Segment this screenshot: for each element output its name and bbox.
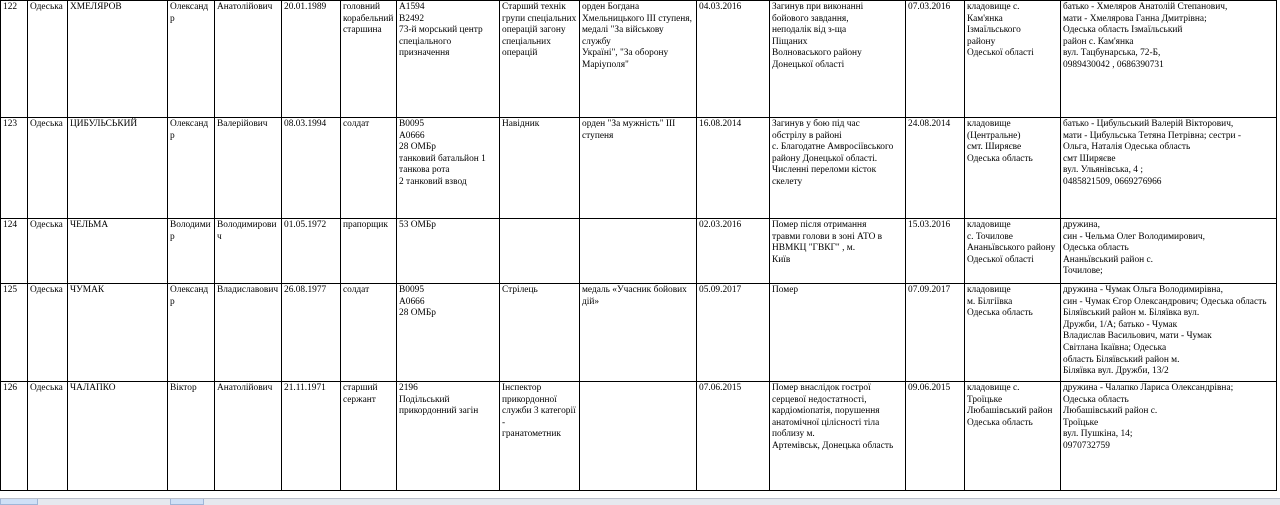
cell-line: Точилове; [1063, 266, 1103, 277]
death-date-cell[interactable] [697, 118, 770, 219]
cell-text: Олександр [170, 2, 209, 24]
cell-line: область Біляївський район м. [1063, 354, 1180, 365]
cell-text: 02.03.2016 [699, 220, 742, 230]
cell-line: Численні переломи кісток [772, 165, 877, 176]
position-cell[interactable] [500, 118, 580, 219]
relatives-cell[interactable] [1061, 382, 1277, 491]
burial-date-cell[interactable] [906, 382, 965, 491]
cell-line: анатомічної цілісності тіла [772, 417, 880, 428]
cell-line: 0989430042 , 0686390731 [1063, 59, 1164, 70]
cell-line: мати - Цибульська Тетяна Петрівна; сестри - [1063, 130, 1242, 141]
cell-text: 07.03.2016 [908, 2, 951, 12]
table-row [1, 382, 1277, 491]
cell-text: 21.11.1971 [284, 383, 326, 393]
position-cell[interactable] [500, 1, 580, 118]
row-number-cell[interactable] [1, 1, 28, 118]
region-cell[interactable] [28, 118, 68, 219]
sheet-tab[interactable] [170, 499, 204, 505]
cell-line: дій» [582, 296, 600, 307]
cell-text: Олександр [170, 285, 209, 307]
cell-text: 15.03.2016 [908, 220, 951, 230]
cell-line: син - Чумак Єгор Олександрович; Одеська область [1063, 296, 1267, 307]
relatives-cell[interactable] [1061, 219, 1277, 284]
cell-line: м. Білгіївка [967, 296, 1013, 307]
cell-text: Анатолійович [217, 2, 273, 12]
cell-line: старший [343, 383, 378, 393]
position-cell[interactable] [500, 382, 580, 491]
death-date-cell[interactable] [697, 382, 770, 491]
circumstances-cell[interactable] [770, 118, 906, 219]
cell-line: танковий батальйон 1 [399, 153, 486, 164]
military-unit-cell[interactable] [397, 219, 500, 284]
cell-line: Київ [772, 254, 791, 265]
cell-line: прикордонної [502, 394, 557, 405]
cell-line: Хмельницького ІІІ ступеня, [582, 13, 692, 24]
cell-line: Загинув у бою під час [772, 119, 860, 129]
award-cell[interactable] [580, 382, 697, 491]
cell-line: с. Благодатне Амвросіївського [772, 142, 894, 153]
circumstances-cell[interactable] [770, 382, 906, 491]
cell-text: 26.08.1977 [284, 285, 327, 295]
death-date-cell[interactable] [697, 1, 770, 118]
cell-line: бойового завдання, [772, 13, 849, 24]
patronymic-cell[interactable] [215, 219, 282, 284]
rank-cell[interactable] [341, 1, 397, 118]
cell-text: 16.08.2014 [699, 119, 742, 129]
patronymic-cell[interactable] [215, 284, 282, 382]
cell-line: смт Ширяєве [1063, 153, 1116, 164]
cell-line: медаль «Учасник бойових [582, 285, 687, 295]
relatives-cell[interactable] [1061, 284, 1277, 382]
circumstances-cell[interactable] [770, 1, 906, 118]
table-row [1, 118, 1277, 219]
cell-text: ЦИБУЛЬСЬКИЙ [70, 119, 138, 129]
cell-line: Владислав Васильович, мати - Чумак [1063, 331, 1212, 342]
cell-line: серцевої недостатності, [772, 394, 867, 405]
cell-line: В0095 [399, 285, 425, 295]
cell-line: орден Богдана [582, 2, 640, 12]
cell-text: 125 [3, 285, 18, 295]
cell-line: с. Точилове [967, 231, 1013, 242]
rank-cell[interactable] [341, 382, 397, 491]
cell-line: 28 ОМБр [399, 308, 436, 319]
cell-line: головний [343, 2, 381, 12]
cell-line: 0485821509, 0669276966 [1063, 176, 1162, 187]
position-cell[interactable] [500, 219, 580, 284]
cell-line: батько - Цибульський Валерій Вікторович, [1063, 119, 1234, 129]
surname-cell[interactable] [68, 1, 168, 118]
cell-line: Одеської області [967, 48, 1034, 59]
cell-line: Піщаних [772, 36, 808, 47]
region-cell[interactable] [28, 1, 68, 118]
birth-date-cell[interactable] [282, 118, 341, 219]
cell-line: В0095 [399, 119, 425, 129]
region-cell[interactable] [28, 219, 68, 284]
cell-line: Ананьївського району [967, 243, 1056, 254]
cell-line: кладовище [967, 220, 1011, 230]
surname-cell[interactable] [68, 219, 168, 284]
cell-line: Донецької області [772, 59, 845, 70]
cell-text: Одеська [30, 383, 63, 393]
birth-date-cell[interactable] [282, 1, 341, 118]
cell-line: Одеська область [967, 417, 1033, 428]
cell-line: Ольга, Наталія Одеська область [1063, 142, 1191, 153]
cell-text: ХМЕЛЯРОВ [70, 2, 122, 12]
cell-line: Одеська область [1063, 394, 1129, 405]
military-unit-cell[interactable] [397, 118, 500, 219]
cell-line: дружина - Чумак Ольга Володимирівна, [1063, 285, 1223, 295]
table-row [1, 219, 1277, 284]
cell-line: Стрілець [502, 285, 538, 295]
cell-text: 09.06.2015 [908, 383, 951, 393]
cell-line: Біляївський район м. Біляївка вул. [1063, 308, 1200, 319]
cell-line: сержант [343, 394, 376, 405]
cell-line: кладовище с. [967, 383, 1020, 393]
cell-text: 20.01.1989 [284, 2, 327, 12]
cell-text: ЧАЛАПКО [70, 383, 116, 393]
relatives-cell[interactable] [1061, 118, 1277, 219]
cell-line: вул. Ульянівська, 4 ; [1063, 165, 1143, 176]
cell-line: Старший технік [502, 2, 566, 12]
region-cell[interactable] [28, 284, 68, 382]
cell-line: спеціального [399, 36, 452, 47]
cell-text: ЧУМАК [70, 285, 105, 295]
first-name-cell[interactable] [168, 382, 215, 491]
row-number-cell[interactable] [1, 118, 28, 219]
surname-cell[interactable] [68, 382, 168, 491]
cell-line: дружина - Чалапко Лариса Олександрівна; [1063, 383, 1234, 393]
cell-line: прапорщик [343, 220, 388, 230]
cell-line: операцій [502, 48, 538, 59]
cell-line: Ананьївський район с. [1063, 254, 1154, 265]
row-number-cell[interactable] [1, 284, 28, 382]
cell-text: Віктор [170, 383, 197, 393]
burial-place-cell[interactable] [965, 284, 1061, 382]
burial-place-cell[interactable] [965, 1, 1061, 118]
cell-line: Волноваського району [772, 48, 862, 59]
cell-text: Одеська [30, 285, 63, 295]
cell-line: Любашівський район с. [1063, 406, 1158, 417]
relatives-cell[interactable] [1061, 1, 1277, 118]
cell-text: Валерійович [217, 119, 268, 129]
cell-text: 126 [3, 383, 18, 393]
cell-text: Владиславович [217, 285, 279, 295]
cell-line: 28 ОМБр [399, 142, 436, 153]
award-cell[interactable] [580, 284, 697, 382]
burial-date-cell[interactable] [906, 219, 965, 284]
cell-line: неподалік від з-ща [772, 25, 847, 36]
burial-date-cell[interactable] [906, 118, 965, 219]
cell-text: Одеська [30, 119, 63, 129]
military-unit-cell[interactable] [397, 1, 500, 118]
cell-line: скелету [772, 176, 803, 187]
cell-line: район с. Кам'янка [1063, 36, 1134, 47]
cell-line: солдат [343, 285, 370, 295]
cell-line: операцій загону [502, 25, 566, 36]
burial-date-cell[interactable] [906, 1, 965, 118]
rank-cell[interactable] [341, 118, 397, 219]
cell-line: ступеня [582, 130, 614, 141]
cell-line: Одеська область [967, 308, 1033, 319]
burial-place-cell[interactable] [965, 382, 1061, 491]
cell-line: травми голови в зоні АТО в [772, 231, 883, 242]
cell-line: А0666 [399, 130, 425, 141]
cell-line: призначення [399, 48, 450, 59]
first-name-cell[interactable] [168, 284, 215, 382]
cell-line: прикордонний загін [399, 406, 479, 417]
birth-date-cell[interactable] [282, 284, 341, 382]
cell-line: солдат [343, 119, 370, 129]
birth-date-cell[interactable] [282, 219, 341, 284]
patronymic-cell[interactable] [215, 118, 282, 219]
cell-text: 124 [3, 220, 18, 230]
cell-line: старшина [343, 25, 382, 36]
surname-cell[interactable] [68, 118, 168, 219]
cell-line: служби 3 категорії - [502, 406, 576, 428]
cell-line: Навідник [502, 119, 540, 129]
cell-line: гранатометник [502, 429, 561, 440]
cell-line: Подільський [399, 394, 450, 405]
surname-cell[interactable] [68, 284, 168, 382]
cell-line: Одеська область [1063, 243, 1129, 254]
cell-line: Дружби, 1/А; батько - Чумак [1063, 319, 1178, 330]
cell-line: поблизу м. [772, 429, 815, 440]
row-number-cell[interactable] [1, 219, 28, 284]
cell-line: обстрілу в районі [772, 130, 842, 141]
military-unit-cell[interactable] [397, 284, 500, 382]
cell-line: району Донецької області. [772, 153, 878, 164]
award-cell[interactable] [580, 219, 697, 284]
circumstances-cell[interactable] [770, 219, 906, 284]
cell-line: мати - Хмелярова Ганна Дмитрівна; [1063, 13, 1207, 24]
burial-date-cell[interactable] [906, 284, 965, 382]
military-unit-cell[interactable] [397, 382, 500, 491]
cell-line: орден "За мужність" ІІІ [582, 119, 676, 129]
cell-line: 73-й морський центр [399, 25, 483, 36]
first-name-cell[interactable] [168, 219, 215, 284]
cell-line: 2196 [399, 383, 418, 393]
cell-text: 01.05.1972 [284, 220, 327, 230]
table-row [1, 284, 1277, 382]
cell-line: Помер внаслідок гострої [772, 383, 871, 393]
cell-line: 53 ОМБр [399, 220, 436, 230]
cell-line: групи спеціальних [502, 13, 577, 24]
cell-text: Одеська [30, 220, 63, 230]
row-number-cell[interactable] [1, 382, 28, 491]
cell-text: 04.03.2016 [699, 2, 742, 12]
cell-line: танкова рота [399, 165, 450, 176]
cell-text: Володимирович [217, 220, 277, 242]
circumstances-cell[interactable] [770, 284, 906, 382]
cell-line: батько - Хмеляров Анатолій Степанович, [1063, 2, 1228, 12]
death-date-cell[interactable] [697, 284, 770, 382]
cell-line: НВМКЦ "ГВКГ" , м. [772, 243, 856, 254]
cell-line: Помер після отримання [772, 220, 867, 230]
cell-line: Троїцьке [967, 394, 1003, 405]
first-name-cell[interactable] [168, 1, 215, 118]
cell-text: 08.03.1994 [284, 119, 327, 129]
cell-text: 07.06.2015 [699, 383, 742, 393]
cell-line: син - Чельма Олег Володимирович, [1063, 231, 1205, 242]
first-name-cell[interactable] [168, 118, 215, 219]
cell-line: вул. Пушкіна, 14; [1063, 429, 1133, 440]
cell-line: медалі "За військову службу [582, 25, 664, 47]
cell-line: 2 танковий взвод [399, 176, 467, 187]
cell-line: кладовище [967, 119, 1011, 129]
burial-place-cell[interactable] [965, 219, 1061, 284]
patronymic-cell[interactable] [215, 382, 282, 491]
rank-cell[interactable] [341, 219, 397, 284]
cell-text: Анатолійович [217, 383, 273, 393]
cell-line: спеціальних [502, 36, 551, 47]
cell-line: Любашівський район [967, 406, 1053, 417]
cell-line: вул. Тацбунарська, 72-Б, [1063, 48, 1161, 59]
cell-line: В2492 [399, 13, 425, 24]
death-date-cell[interactable] [697, 219, 770, 284]
cell-line: Одеська область [967, 153, 1033, 164]
sheet-tab[interactable] [0, 499, 38, 505]
cell-text: 07.09.2017 [908, 285, 951, 295]
region-cell[interactable] [28, 382, 68, 491]
award-cell[interactable] [580, 118, 697, 219]
cell-text: Олександр [170, 119, 209, 141]
cell-line: Маріуполя" [582, 59, 629, 70]
cell-line: смт. Ширяєве [967, 142, 1022, 153]
table-row [1, 1, 1277, 118]
cell-line: Одеської області [967, 254, 1034, 265]
cell-text: Володимир [170, 220, 211, 242]
cell-line: кардіоміопатія, порушення [772, 406, 880, 417]
cell-line: Кам'янка Ізмаїльського [967, 13, 1021, 36]
burial-place-cell[interactable] [965, 118, 1061, 219]
cell-line: кладовище с. [967, 2, 1020, 12]
cell-line: А0666 [399, 296, 425, 307]
cell-line: (Центральне) [967, 130, 1021, 141]
birth-date-cell[interactable] [282, 382, 341, 491]
cell-line: А1594 [399, 2, 425, 12]
cell-text: 05.09.2017 [699, 285, 742, 295]
cell-line: дружина, [1063, 220, 1100, 230]
cell-line: 0970732759 [1063, 440, 1110, 451]
cell-line: Артемівськ, Донецька область [772, 440, 894, 451]
cell-line: Помер [772, 285, 799, 295]
cell-line: Інспектор [502, 383, 542, 393]
cell-text: ЧЕЛЬМА [70, 220, 109, 230]
cell-text: 122 [3, 2, 18, 12]
cell-line: корабельний [343, 13, 394, 24]
cell-line: Троїцьке [1063, 417, 1099, 428]
cell-text: Одеська [30, 2, 63, 12]
patronymic-cell[interactable] [215, 1, 282, 118]
position-cell[interactable] [500, 284, 580, 382]
rank-cell[interactable] [341, 284, 397, 382]
cell-text: 24.08.2014 [908, 119, 951, 129]
cell-line: Біляївка вул. Дружби, 13/2 [1063, 366, 1169, 377]
cell-line: Загинув при виконанні [772, 2, 864, 12]
cell-text: 123 [3, 119, 18, 129]
cell-line: Світлана Ікаївна; Одеська [1063, 342, 1167, 353]
cell-line: Україні", "За оборону [582, 48, 669, 59]
award-cell[interactable] [580, 1, 697, 118]
cell-line: кладовище [967, 285, 1011, 295]
cell-line: Одеська область Ізмаїльський [1063, 25, 1183, 36]
cell-line: району [967, 36, 996, 47]
